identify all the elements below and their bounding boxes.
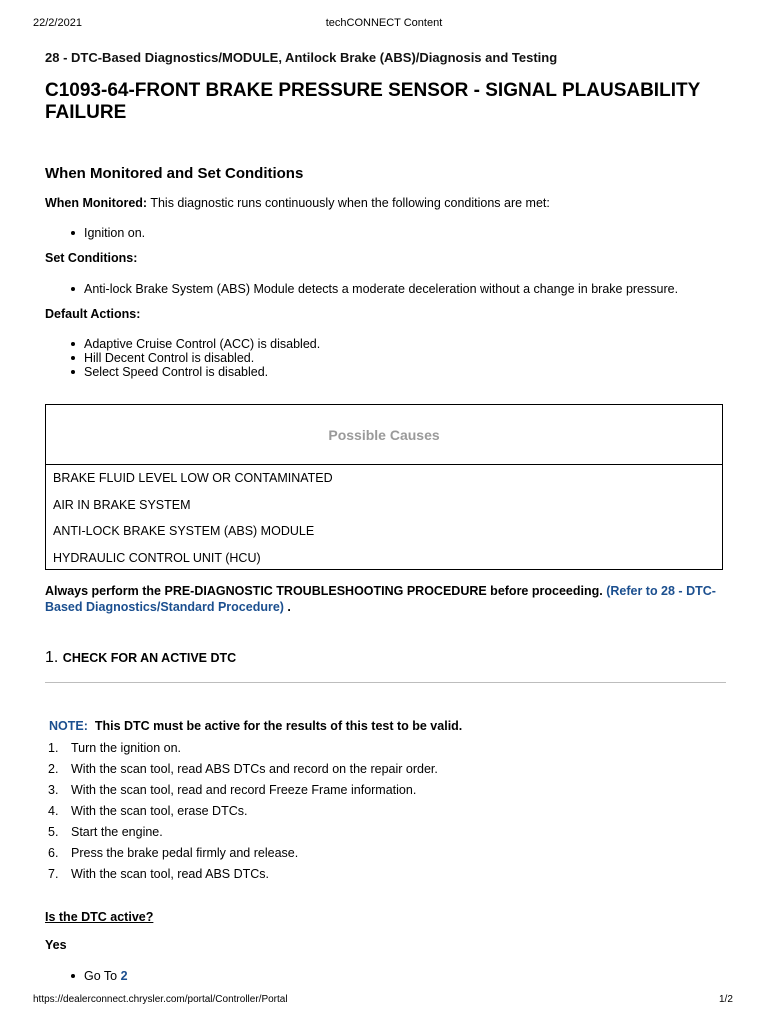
list-item: Anti-lock Brake System (ABS) Module detects a moderate deceleration without a change in brake pressure. xyxy=(45,282,678,296)
decision-answer: Yes xyxy=(45,938,67,952)
list-item: 1. Turn the ignition on. xyxy=(48,741,182,755)
table-row: AIR IN BRAKE SYSTEM xyxy=(53,497,191,512)
print-footer-url: https://dealerconnect.chrysler.com/portal/Controller/Portal xyxy=(33,994,288,1005)
print-header-date: 22/2/2021 xyxy=(33,17,82,29)
list-item: 3. With the scan tool, read and record Freeze Frame information. xyxy=(48,783,417,797)
default-actions-list xyxy=(45,337,320,379)
step-title: CHECK FOR AN ACTIVE DTC xyxy=(62,651,237,665)
list-item: Adaptive Cruise Control (ACC) is disabled. xyxy=(45,337,320,351)
breadcrumb: 28 - DTC-Based Diagnostics/MODULE, Antilock Brake (ABS)/Diagnosis and Testing xyxy=(45,50,558,65)
possible-causes-table xyxy=(45,404,723,570)
list-item: 7. With the scan tool, read ABS DTCs. xyxy=(48,867,269,881)
possible-causes-header: Possible Causes xyxy=(46,405,722,465)
procedure-steps xyxy=(48,741,438,888)
pre-diagnostic-instruction xyxy=(45,583,725,615)
go-to-step-link[interactable]: 2 xyxy=(120,969,128,983)
answer-actions xyxy=(45,969,128,983)
when-monitored-label: When Monitored: xyxy=(45,196,148,210)
note xyxy=(49,719,462,733)
table-row: BRAKE FLUID LEVEL LOW OR CONTAMINATED xyxy=(53,471,333,485)
divider xyxy=(45,682,726,683)
pre-diagnostic-text: Always perform the PRE-DIAGNOSTIC TROUBLESHOOTING PROCEDURE before proceeding. xyxy=(45,584,607,598)
list-item: Ignition on. xyxy=(45,226,145,240)
when-monitored-paragraph xyxy=(45,196,550,210)
pre-diagnostic-tail: . xyxy=(283,600,291,614)
table-row: HYDRAULIC CONTROL UNIT (HCU) xyxy=(53,550,261,565)
note-label: NOTE: xyxy=(49,719,88,733)
default-actions-label: Default Actions: xyxy=(45,307,141,321)
list-item: 6. Press the brake pedal firmly and release. xyxy=(48,846,299,860)
print-header-title: techCONNECT Content xyxy=(325,17,443,29)
table-row: ANTI-LOCK BRAKE SYSTEM (ABS) MODULE xyxy=(53,524,315,538)
list-item: Go To 2 xyxy=(45,969,128,983)
when-monitored-text: This diagnostic runs continuously when the following conditions are met: xyxy=(147,196,550,210)
print-footer-page: 1/2 xyxy=(719,994,733,1005)
list-item: Select Speed Control is disabled. xyxy=(45,365,320,379)
note-text: This DTC must be active for the results of this test to be valid. xyxy=(94,719,463,733)
step-heading xyxy=(45,649,236,667)
step-number: 1. xyxy=(45,649,59,666)
set-conditions-label: Set Conditions: xyxy=(45,251,138,265)
list-item: 2. With the scan tool, read ABS DTCs and record on the repair order. xyxy=(48,762,438,776)
set-conditions-list xyxy=(45,282,678,296)
list-item: 5. Start the engine. xyxy=(48,825,163,839)
list-item: 4. With the scan tool, erase DTCs. xyxy=(48,804,248,818)
decision-question: Is the DTC active? xyxy=(45,910,154,924)
page-title: C1093-64-FRONT BRAKE PRESSURE SENSOR - SIGNAL PLAUSABILITY FAILURE xyxy=(45,80,700,123)
standard-procedure-link[interactable]: (Refer to 28 - DTC-Based Diagnostics/Standard Procedure) xyxy=(45,584,716,614)
when-monitored-list xyxy=(45,226,145,240)
section-heading: When Monitored and Set Conditions xyxy=(45,165,304,182)
list-item: Hill Decent Control is disabled. xyxy=(45,351,320,365)
